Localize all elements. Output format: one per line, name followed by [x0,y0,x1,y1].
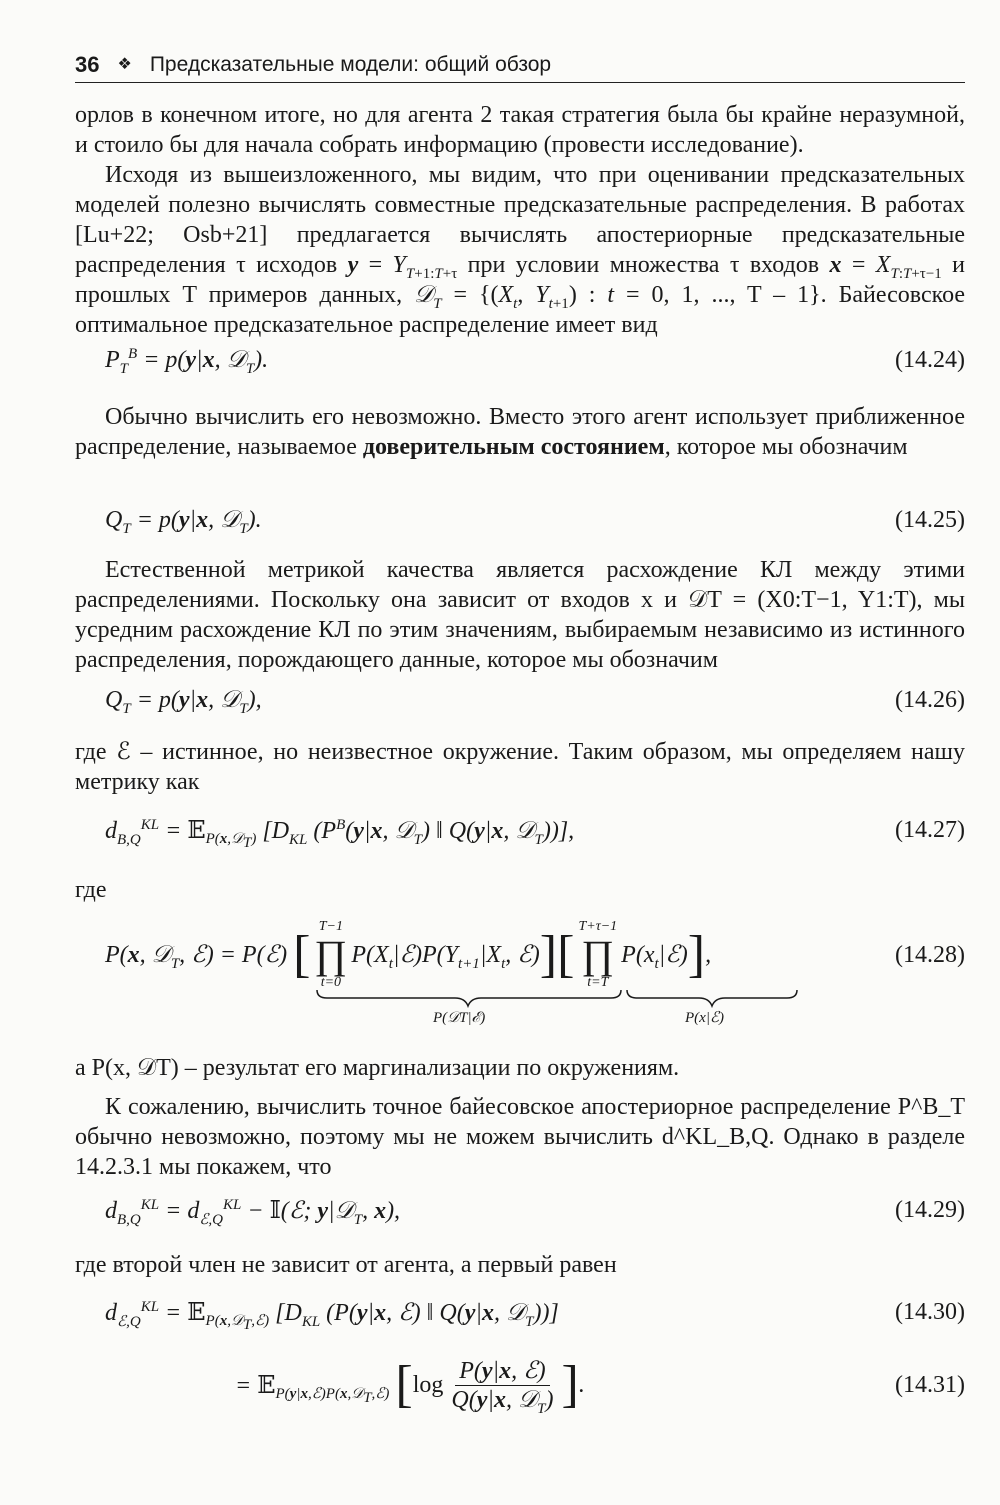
equation-formula: P(x, 𝒟$_T$, ℰ) = P(ℰ) [ T−1 ∏ t=0 $P(X_t|ℰ)P(Y_{t+1}|X_t$, ℰ) ] [ T+τ−1 ∏ t=T $P(x_t|ℰ)$ ] , [105,919,712,990]
ornament-icon: ❖ [117,56,132,73]
equation-formula: $Q_T = p(y|x$, 𝒟$_T$), [105,687,262,717]
equation-number: (14.26) [895,687,965,713]
equation-formula: $d_{B,Q}^{KL} = d_{ℰ,Q}^{KL}$ − 𝕀(ℰ; y|𝒟$_T$, x), [105,1195,401,1228]
equation-number: (14.29) [895,1197,965,1223]
underbrace-graphic [315,988,815,1008]
paragraph-4: Естественной метрикой качества является расхождение КЛ между этими распределениями. Поскольку она зависит от входов x и 𝒟T = (X0:T−1, Y1:T), мы усредним расхождение КЛ по этим значениям, выбираемым независимо из истинного распределения, порождающего данные, которое мы обозначим [75,557,965,673]
running-header [75,48,965,83]
equation-number: (14.27) [895,817,965,843]
equation-number: (14.24) [895,347,965,373]
equation-number: (14.28) [895,942,965,968]
paragraph-1: орлов в конечном итоге, но для агента 2 такая стратегия была бы крайне неразумной, и стоило бы для начала собрать информацию (провести исследование). [75,102,965,158]
paragraph-2: Исходя из вышеизложенного, мы видим, что при оценивании предсказательных моделей полезно вычислять совместные предсказательные распределения. В работах [Lu+22; Osb+21] предлагается вычислять апостериорные предсказательные распределения τ исходов $y = Y_{T+1:T+\tau}$ при условии множества τ входов $x = X_{T:T+\tau-1}$ и прошлых T примеров данных, 𝒟$_T$ = {($X_t$, $Y_{t+1}$) : t = 0, 1, ..., T – 1}. Байесовское оптимальное предсказательное распределение имеет вид [75,162,966,338]
equation-formula: $d_{B,Q}^{KL}$ = 𝔼$_{P(x,𝒟_T)}$ [$D_{KL}$ ($P^B(y|x$, 𝒟$_T$) ‖ Q(y|x, 𝒟$_T$))], [105,815,575,852]
page-number: 36 [75,52,100,77]
equation-14-25 [75,500,965,540]
brace-label-2: P(x|ℰ) [685,1010,725,1026]
equation-number: (14.25) [895,507,965,533]
brace-label-1: P(𝒟T|ℰ) [433,1010,486,1026]
paragraph-6: где [75,877,107,903]
equation-14-29 [75,1190,965,1230]
equation-number: (14.30) [895,1299,965,1325]
paragraph-9: где второй член не зависит от агента, а первый равен [75,1252,617,1278]
equation-formula: = 𝔼$_{P(y|x,ℰ)P(x,𝒟_T,ℰ)}$ [ log $\frac{\text{P(y|x, ℰ)}}{Q(y|x, 𝒟_T)}$ ] . [235,1356,585,1417]
equation-number: (14.31) [895,1372,965,1398]
equation-14-27 [75,810,965,850]
equation-formula: $P_T^B = p(y|x$, 𝒟$_T$). [105,346,269,377]
equation-14-28 [75,915,965,995]
equation-formula: $Q_T = p(y|x$, 𝒟$_T$). [105,507,262,537]
paragraph-7: а P(x, 𝒟T) – результат его маргинализации по окружениям. [75,1055,680,1081]
running-title: Предсказательные модели: общий обзор [149,53,552,76]
paragraph-8: К сожалению, вычислить точное байесовское апостериорное распределение P^B_T обычно невозможно, поэтому мы не можем вычислить d^KL_B,Q. Однако в разделе 14.2.3.1 мы покажем, что [75,1094,965,1180]
paragraph-3: Обычно вычислить его невозможно. Вместо этого агент использует приближенное распределение, называемое доверительным состоянием, которое мы обозначим [75,404,965,460]
equation-14-26 [75,680,965,720]
equation-14-24 [75,340,965,380]
term-bold: доверительным состоянием [362,434,665,460]
equation-14-31 [75,1350,965,1420]
equation-14-30 [75,1292,965,1332]
paragraph-5: где ℰ – истинное, но неизвестное окружение. Таким образом, мы определяем нашу метрику как [75,739,965,795]
equation-formula: $d_{ℰ,Q}^{KL}$ = 𝔼$_{P(x,𝒟_T,ℰ)}$ [$D_{KL}$ (P(y|x, ℰ) ‖ Q(y|x, 𝒟$_T$))] [105,1297,559,1334]
